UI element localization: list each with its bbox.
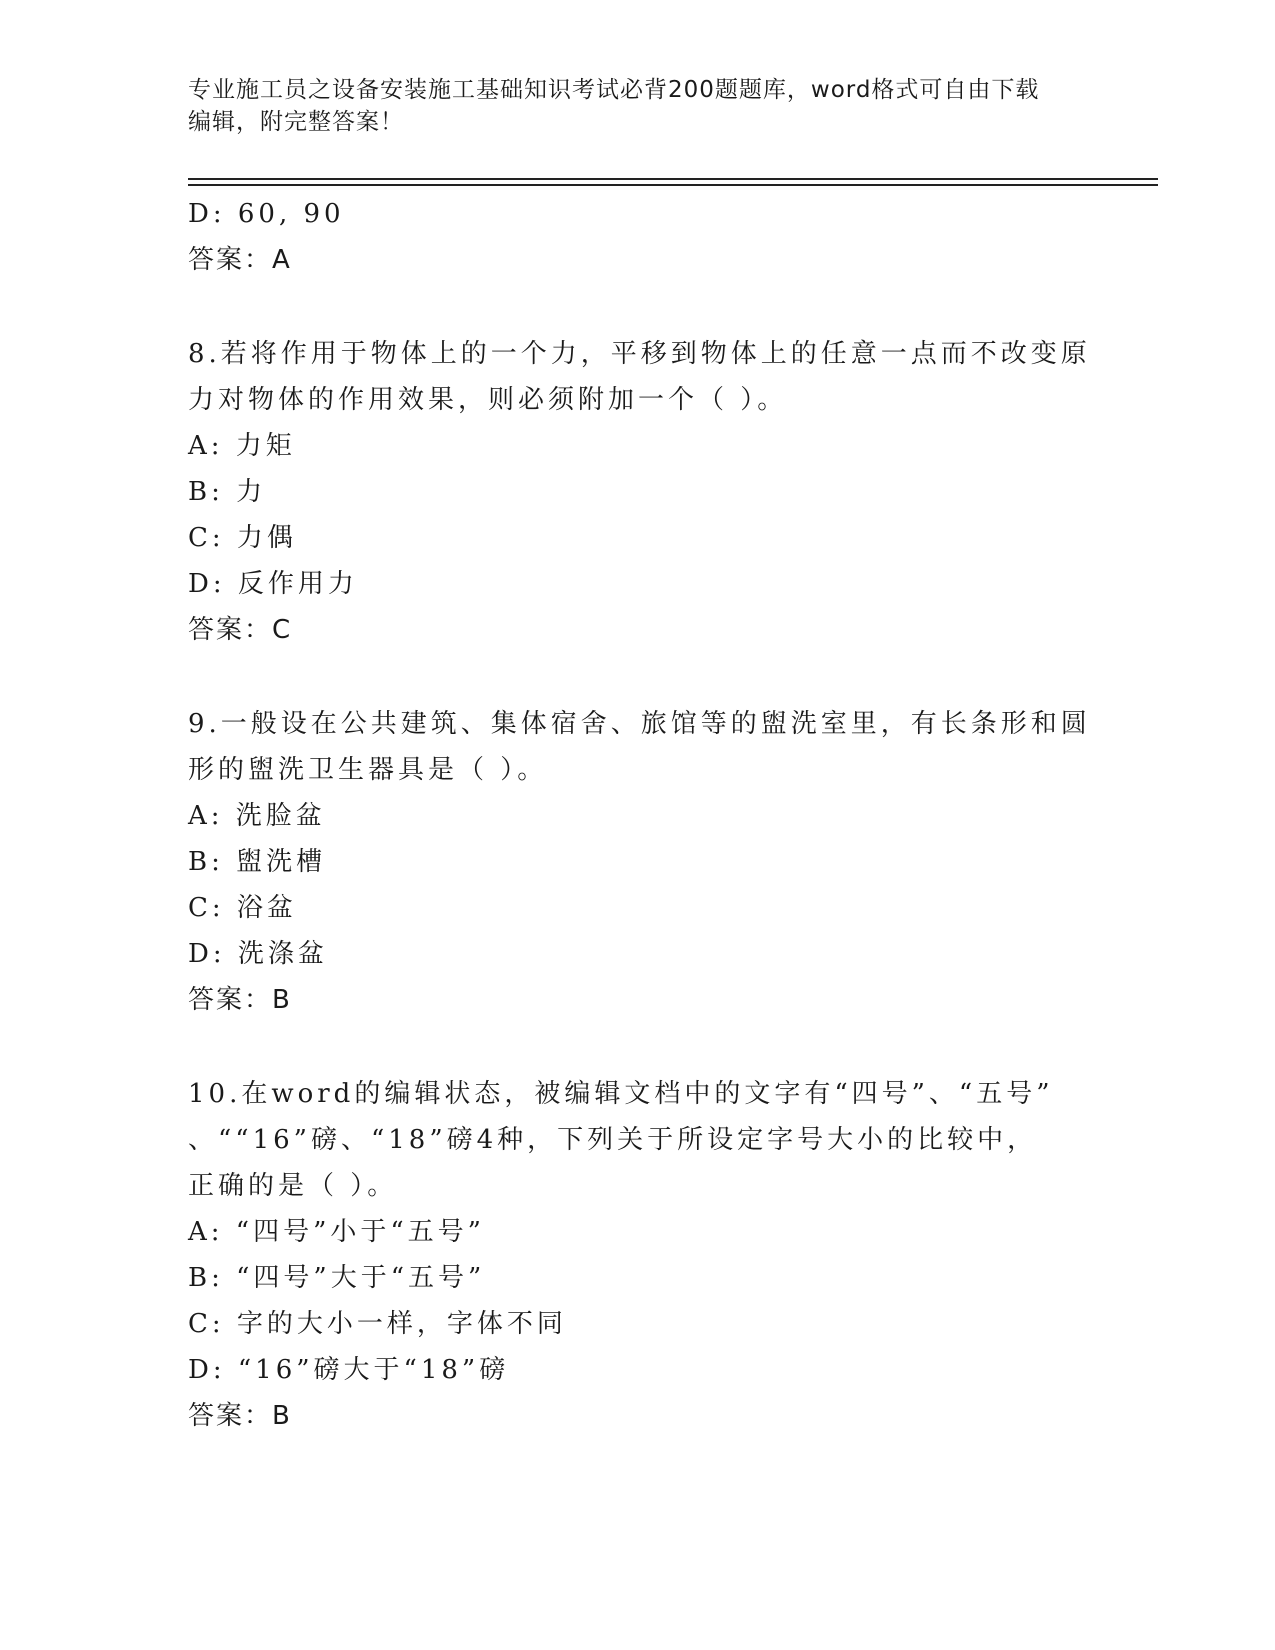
option-c: C: 力偶	[188, 523, 297, 553]
question-9	[188, 701, 1091, 1023]
option-b: B: 盥洗槽	[188, 847, 327, 877]
header-divider-bottom	[188, 184, 1158, 186]
question-text-line-2: 、““16”磅、“18”磅4种，下列关于所设定字号大小的比较中，	[188, 1125, 1038, 1155]
answer-line: 答案：A	[188, 245, 292, 275]
question-text-line-3: 正确的是（ ）。	[188, 1171, 398, 1201]
question-10	[188, 1071, 1068, 1439]
header-line-2: 编辑，附完整答案！	[188, 109, 404, 135]
header-line-1: 专业施工员之设备安装施工基础知识考试必背200题题库，word格式可自由下载	[188, 77, 1040, 103]
answer-line: 答案：B	[188, 985, 292, 1015]
option-d: D: 洗涤盆	[188, 939, 328, 969]
option-d: D: “16”磅大于“18”磅	[188, 1355, 510, 1385]
option-d: D: 反作用力	[188, 569, 358, 599]
option-c: C: 浴盆	[188, 893, 297, 923]
option-a: A: 力矩	[188, 431, 296, 461]
option-b: B: “四号”大于“五号”	[188, 1263, 486, 1293]
question-text-line-1: 9.一般设在公共建筑、集体宿舍、旅馆等的盥洗室里，有长条形和圆	[188, 709, 1091, 739]
question-text-line-1: 8.若将作用于物体上的一个力，平移到物体上的任意一点而不改变原	[188, 339, 1091, 369]
question-8	[188, 331, 1091, 653]
question-list	[188, 191, 1091, 1439]
option-a: A: 洗脸盆	[188, 801, 326, 831]
option-c: C: 字的大小一样，字体不同	[188, 1309, 567, 1339]
answer-line: 答案：B	[188, 1401, 292, 1431]
option-b: B: 力	[188, 477, 267, 507]
option-d: D: 60, 90	[188, 199, 345, 229]
question-text-line-2: 形的盥洗卫生器具是（ ）。	[188, 755, 548, 785]
previous-question-tail	[188, 191, 1068, 283]
answer-line: 答案：C	[188, 615, 293, 645]
question-text-line-1: 10.在word的编辑状态，被编辑文档中的文字有“四号”、“五号”	[188, 1079, 1054, 1109]
option-a: A: “四号”小于“五号”	[188, 1217, 485, 1247]
header-divider-top	[188, 178, 1158, 180]
question-text-line-2: 力对物体的作用效果，则必须附加一个（ ）。	[188, 385, 788, 415]
document-header	[188, 74, 1088, 138]
